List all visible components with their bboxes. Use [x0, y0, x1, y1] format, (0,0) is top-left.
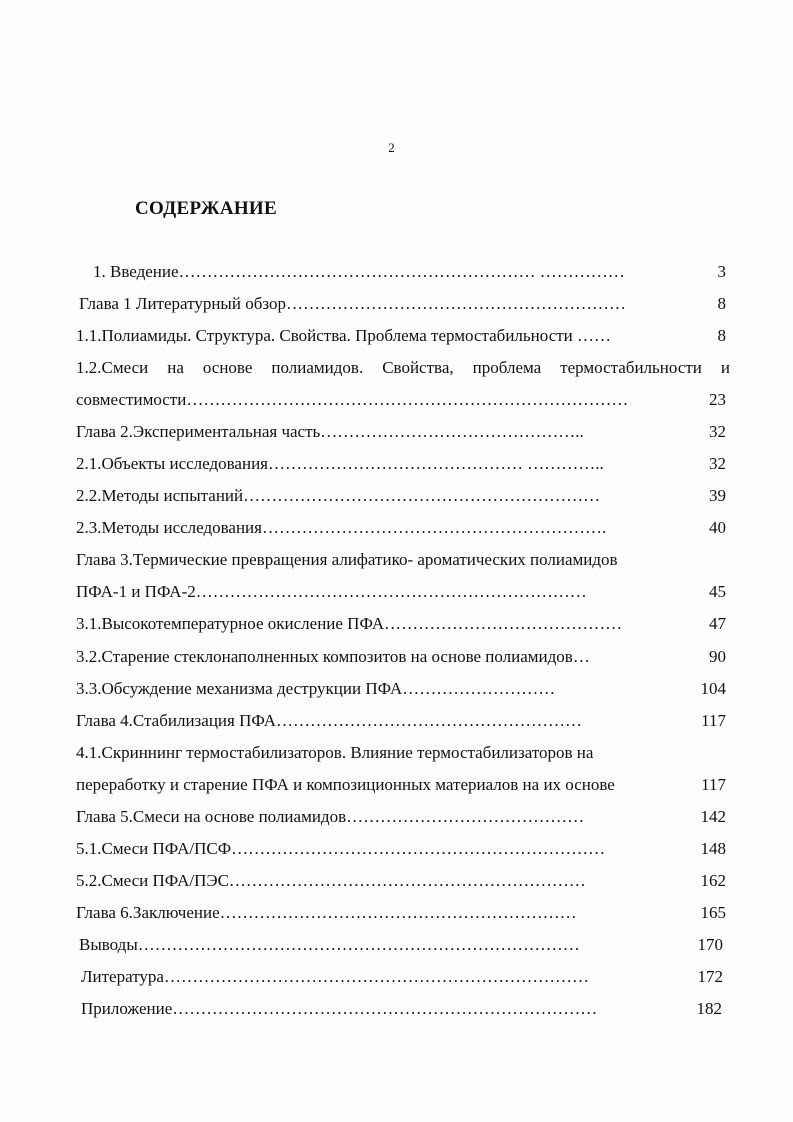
toc-entry-text: Выводы……………………………………………………………………: [79, 935, 580, 954]
toc-entry-page: 104: [700, 679, 726, 698]
toc-entry-text: 4.1.Скриннинг термостабилизаторов. Влияние термостабилизаторов на: [76, 743, 594, 762]
toc-entry-text: Приложение…………………………………………………………………: [81, 999, 598, 1018]
toc-entry-text: 1. Введение……………………………………………………… ……………: [93, 262, 625, 281]
toc-entry-text: совместимости……………………………………………………………………: [76, 390, 629, 409]
toc-entry-page: 182: [696, 999, 722, 1018]
toc-entry-page: 8: [717, 326, 726, 345]
toc-entry: [76, 388, 726, 412]
toc-entry-page: 40: [709, 518, 726, 537]
toc-entry: [76, 677, 726, 701]
toc-entry-page: 170: [697, 935, 723, 954]
toc-entry-page: 148: [700, 839, 726, 858]
toc-entry: [76, 324, 726, 348]
toc-entry: [81, 997, 722, 1021]
toc-entry-page: 3: [717, 262, 726, 281]
toc-entry-page: 8: [717, 294, 726, 313]
toc-entry-text: 2.3.Методы исследования…………………………………………………….: [76, 518, 607, 537]
toc-entry: [79, 292, 726, 316]
toc-entry-text: Глава 5.Смеси на основе полиамидов……………………………………: [76, 807, 585, 826]
toc-entry-text: ПФА-1 и ПФА-2……………………………………………………………: [76, 582, 587, 601]
toc-entry-page: 47: [709, 614, 726, 633]
toc-entry-text: Глава 3.Термические превращения алифатико- ароматических полиамидов: [76, 550, 618, 569]
toc-entry: [76, 484, 726, 508]
toc-entry: [76, 773, 726, 797]
toc-entry: [79, 933, 723, 957]
toc-entry-text: Литература…………………………………………………………………: [81, 967, 589, 986]
toc-entry: [76, 612, 726, 636]
page-number: 2: [388, 140, 395, 155]
toc-entry-page: 39: [709, 486, 726, 505]
toc-entry-page: 90: [709, 647, 726, 666]
toc-entry-text: Глава 4.Стабилизация ПФА………………………………………………: [76, 711, 582, 730]
toc-entry-page: 172: [697, 967, 723, 986]
toc-entry-page: 162: [700, 871, 726, 890]
toc-entry-text: 2.2.Методы испытаний………………………………………………………: [76, 486, 601, 505]
toc-entry-page: 142: [700, 807, 726, 826]
toc-entry-page: 117: [701, 775, 726, 794]
toc-entry: [76, 420, 726, 444]
toc-entry: [76, 869, 726, 893]
toc-entry-text: Глава 2.Экспериментальная часть………………………………………..: [76, 422, 584, 441]
toc-entry-text: Глава 6.Заключение………………………………………………………: [76, 903, 577, 922]
toc-entry: [76, 805, 726, 829]
toc-entry-text: Глава 1 Литературный обзор……………………………………………………: [79, 294, 626, 313]
toc-entry: [76, 741, 726, 765]
toc-entry-text: 1.1.Полиамиды. Структура. Свойства. Проблема термостабильности ……: [76, 326, 612, 345]
toc-entry: [76, 837, 726, 861]
page-title: СОДЕРЖАНИЕ: [135, 198, 277, 219]
toc-entry-text: переработку и старение ПФА и композиционных материалов на их основе: [76, 775, 615, 794]
toc-entry: [76, 645, 726, 669]
toc-entry: [93, 260, 726, 284]
toc-entry-text: 5.2.Смеси ПФА/ПЭС………………………………………………………: [76, 871, 586, 890]
toc-entry-text: 3.1.Высокотемпературное окисление ПФА……………………………………: [76, 614, 623, 633]
toc-entry: [76, 901, 726, 925]
toc-entry: [76, 709, 726, 733]
toc-entry-text: 5.1.Смеси ПФА/ПСФ…………………………………………………………: [76, 839, 606, 858]
toc-entry-text: 3.2.Старение стеклонаполненных композитов на основе полиамидов…: [76, 647, 590, 666]
toc-entry-text: 2.1.Объекты исследования……………………………………… …………..: [76, 454, 604, 473]
toc-entry-page: 32: [709, 422, 726, 441]
toc-entry-continued: 1.2.Смеси на основе полиамидов. Свойства, проблема термостабильности и: [76, 358, 730, 377]
toc-entry-page: 32: [709, 454, 726, 473]
toc-entry-page: 45: [709, 582, 726, 601]
toc-entry-page: 117: [701, 711, 726, 730]
toc-entry: [76, 516, 726, 540]
toc-entry-page: 165: [700, 903, 726, 922]
toc-entry: [76, 452, 726, 476]
toc-entry-page: 23: [709, 390, 726, 409]
toc-entry: [76, 580, 726, 604]
toc-entry: [76, 548, 726, 572]
toc-entry-text: 3.3.Обсуждение механизма деструкции ПФА………………………: [76, 679, 556, 698]
toc-entry: [81, 965, 723, 989]
